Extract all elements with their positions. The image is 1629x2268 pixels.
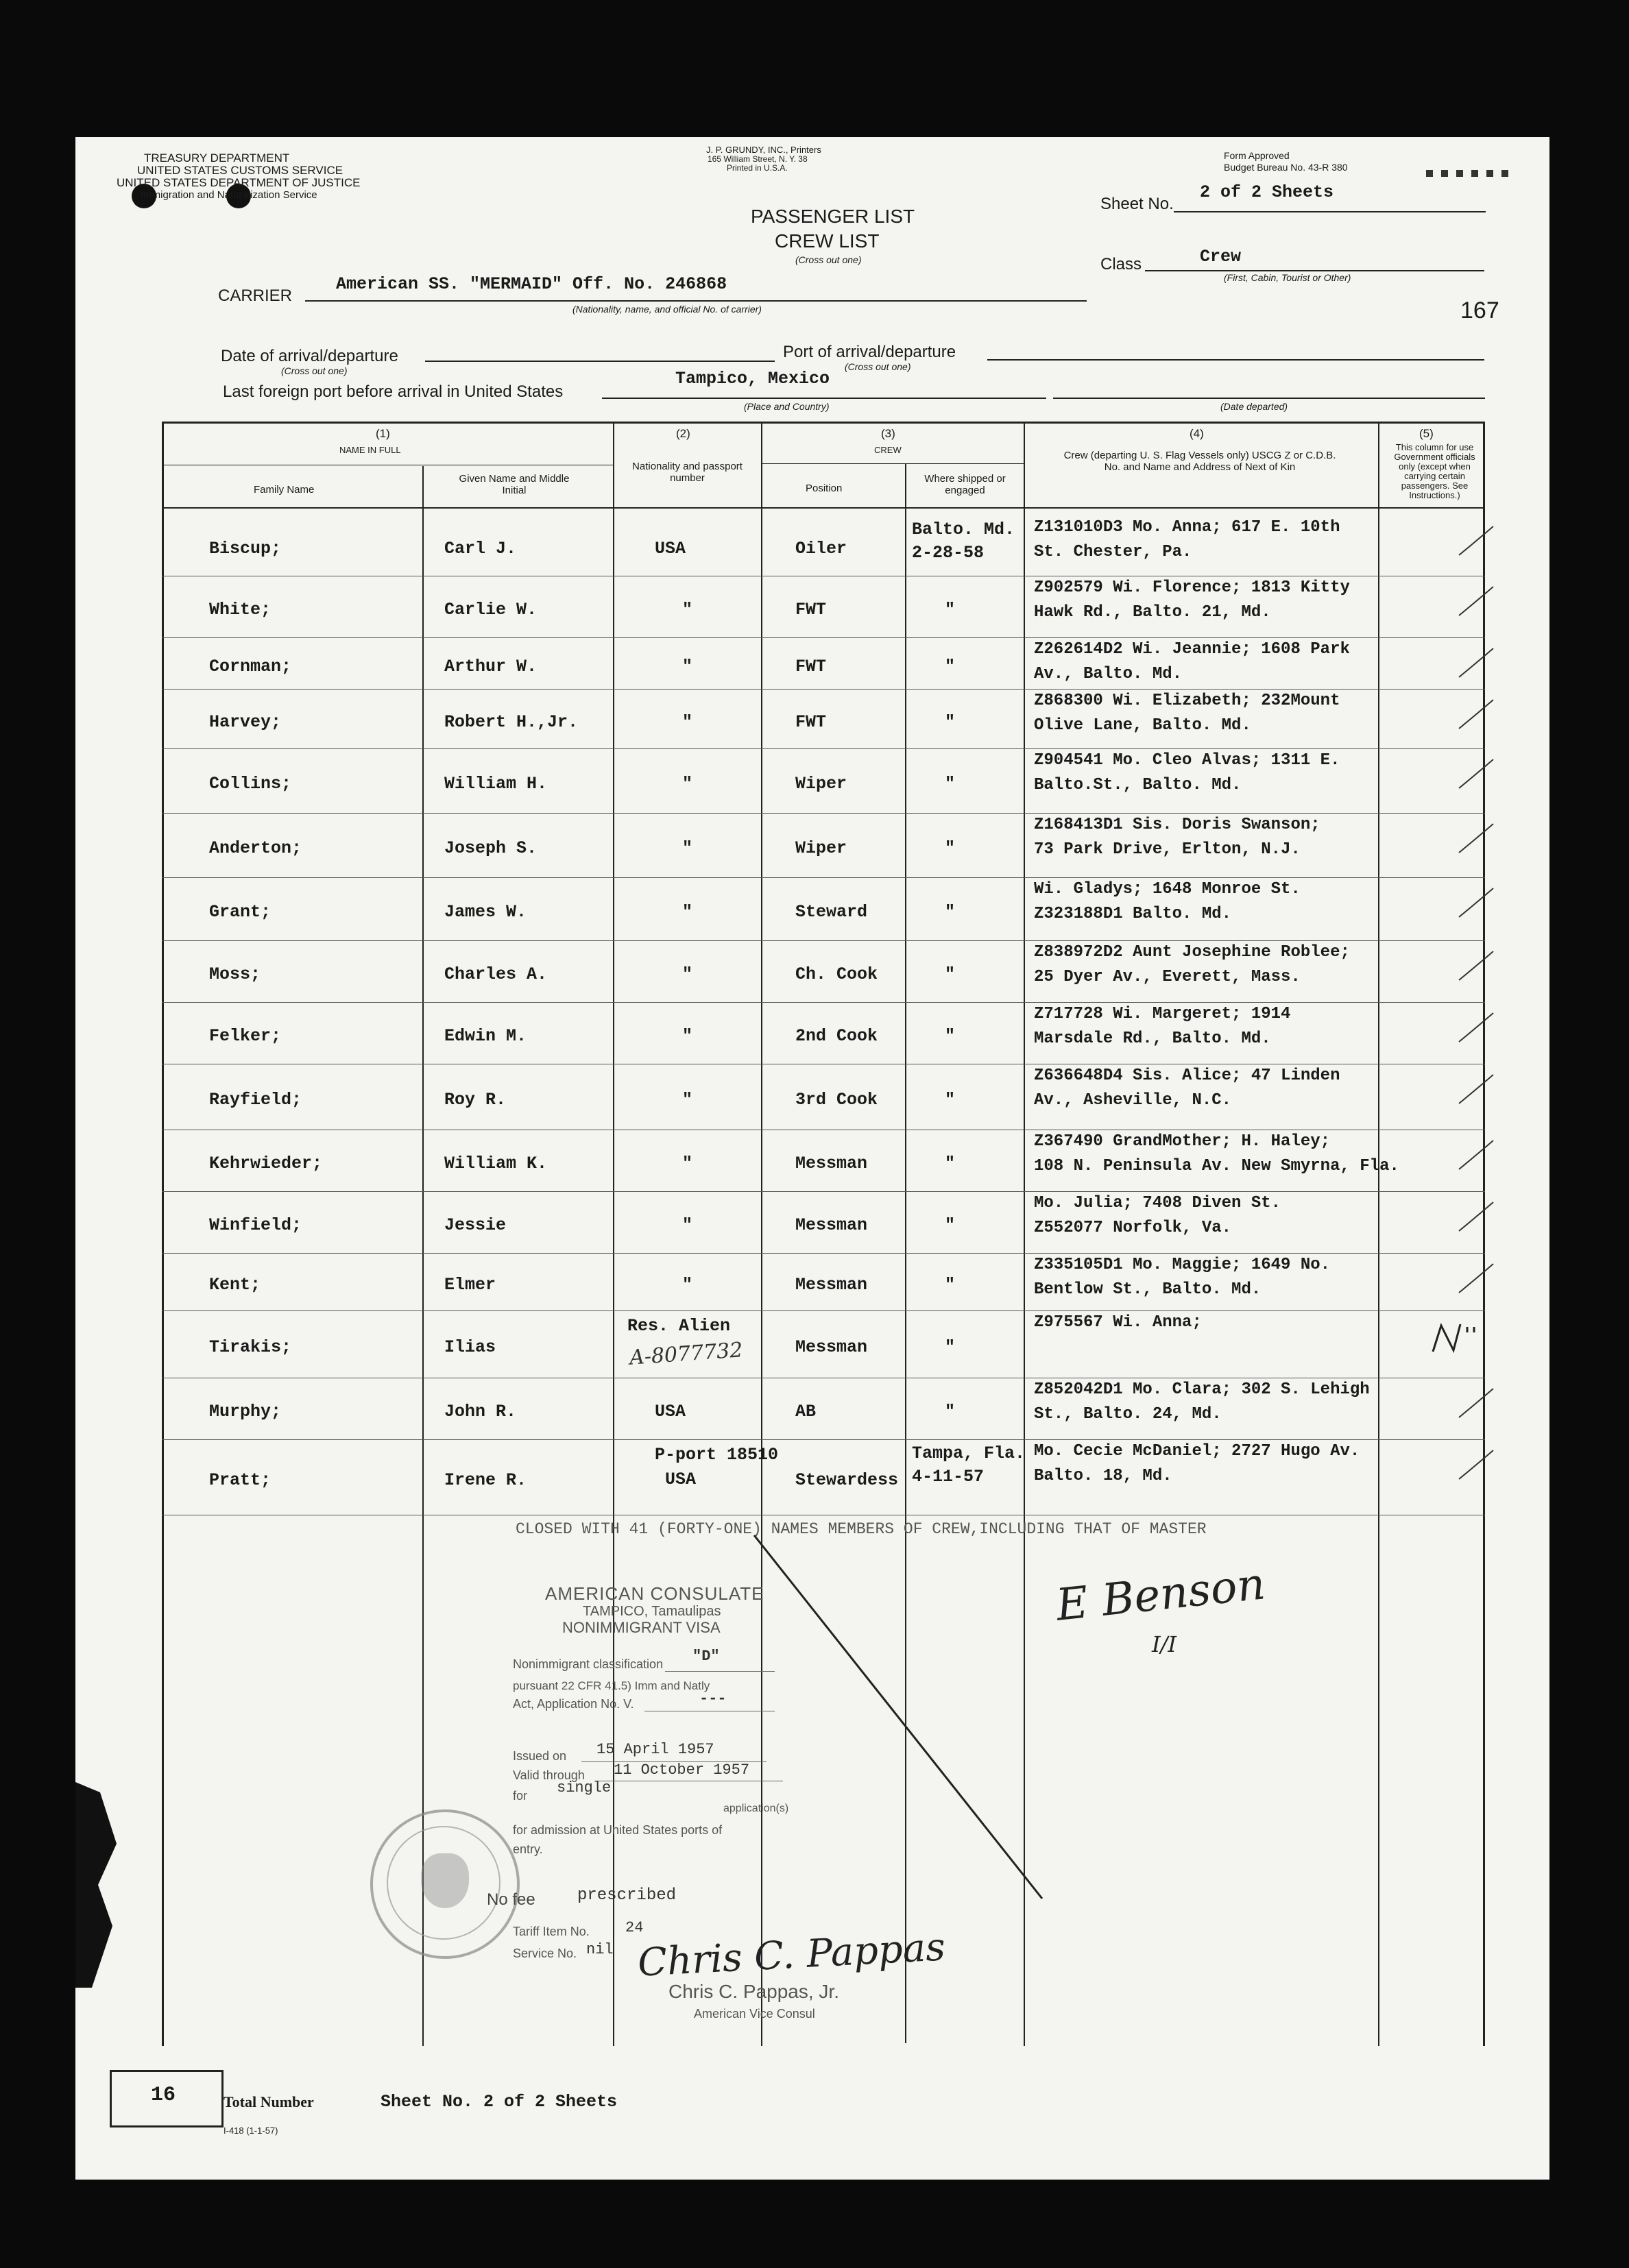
position: Ch. Cook [795,964,878,984]
where-shipped-date: " [945,1337,956,1357]
next-of-kin-line-2: 108 N. Peninsula Av. New Smyrna, Fla. [1034,1157,1399,1175]
last-port-value: Tampico, Mexico [675,369,830,389]
next-of-kin-line-2: Balto.St., Balto. Md. [1034,776,1242,794]
where-shipped-date: 4-11-57 [912,1467,985,1487]
closing-note: CLOSED WITH 41 (FORTY-ONE) NAMES MEMBERS OF CREW,INCLUDING THAT OF MASTER [516,1520,1207,1538]
pursuant-text: pursuant 22 CFR 41.5) Imm and Natly [513,1679,710,1692]
given-name: William H. [444,774,548,794]
given-name: Jessie [444,1215,507,1235]
printer-line-3: Printed in U.S.A. [727,163,788,173]
where-shipped-date: " [945,1090,956,1110]
next-of-kin-line-1: Z131010D3 Mo. Anna; 617 E. 10th [1034,518,1340,537]
next-of-kin-line-1: Z168413D1 Sis. Doris Swanson; [1034,816,1320,834]
nationality: " [682,838,693,858]
form-code: I-418 (1-1-57) [224,2125,278,2136]
for-label: for [513,1789,528,1803]
date-label: Date of arrival/departure [221,347,398,365]
position: Messman [795,1275,868,1295]
col1-given-header: Given Name and Middle Initial [459,473,570,496]
class-hint: (First, Cabin, Tourist or Other) [1224,272,1351,283]
officer-signature-sub: I/I [1152,1631,1177,1657]
position: Messman [795,1154,868,1173]
family-name: Kehrwieder; [209,1154,323,1173]
where-shipped-date: " [945,1154,956,1173]
family-name: Grant; [209,902,272,922]
where-shipped-date: " [945,656,956,676]
nationality: " [682,600,693,620]
valid-value: 11 October 1957 [614,1761,750,1779]
nationality: " [682,1275,693,1295]
tariff-value: 24 [625,1919,644,1936]
col1-number: (1) [376,427,390,440]
nationality: " [682,774,693,794]
next-of-kin-line-2: St. Chester, Pa. [1034,543,1192,561]
class-label: Class [1100,255,1142,273]
agency-line-3: UNITED STATES DEPARTMENT OF JUSTICE [117,176,361,189]
where-shipped: Tampa, Fla. [912,1443,1026,1463]
officer-signature: E Benson [1053,1559,1268,1631]
col4-title: Crew (departing U. S. Flag Vessels only) USCG Z or C.D.B. No. and Name and Address of Next of Kin [1063,450,1336,473]
next-of-kin-line-1: Z868300 Wi. Elizabeth; 232Mount [1034,692,1340,710]
next-of-kin-line-2: Bentlow St., Balto. Md. [1034,1280,1262,1299]
given-name: James W. [444,902,527,922]
valid-label: Valid through [513,1768,585,1782]
budget-bureau: Budget Bureau No. 43-R 380 [1224,162,1348,173]
next-of-kin-line-1: Wi. Gladys; 1648 Monroe St. [1034,880,1301,899]
nationality: USA [655,1402,686,1422]
consul-signature: Chris C. Pappas [636,1925,947,1986]
next-of-kin-line-1: Z335105D1 Mo. Maggie; 1649 No. [1034,1256,1331,1274]
service-value: nil [586,1941,614,1958]
family-name: Biscup; [209,539,282,559]
where-shipped-date: " [945,964,956,984]
nationality: " [682,902,693,922]
col3-position-header: Position [806,483,843,494]
position: Wiper [795,774,847,794]
given-name: Joseph S. [444,838,538,858]
family-name: Anderton; [209,838,302,858]
next-of-kin-line-1: Z838972D2 Aunt Josephine Roblee; [1034,943,1350,962]
col2-title: Nationality and passport number [632,461,743,484]
for-value: single [557,1779,612,1796]
service-label: Service No. [513,1947,577,1960]
next-of-kin-line-2: Av., Asheville, N.C. [1034,1091,1232,1110]
col2-number: (2) [676,427,690,440]
consul-title: American Vice Consul [694,2007,815,2021]
nationality-2: USA [665,1470,697,1489]
where-shipped-date: " [945,711,956,732]
where-shipped-date: " [945,600,956,620]
position: FWT [795,656,827,676]
tirakis-alien-number: A-8077732 [628,1338,744,1370]
act-label: Act, Application No. V. [513,1697,634,1711]
issued-label: Issued on [513,1749,567,1763]
next-of-kin-line-2: St., Balto. 24, Md. [1034,1405,1222,1424]
position: Oiler [795,539,847,559]
carrier-hint: (Nationality, name, and official No. of carrier) [572,304,762,315]
applications-text: application(s) [723,1803,789,1814]
next-of-kin-line-2: Hawk Rd., Balto. 21, Md. [1034,603,1271,622]
position: FWT [795,600,827,620]
port-hint: (Cross out one) [845,361,911,372]
next-of-kin-line-1: Z636648D4 Sis. Alice; 47 Linden [1034,1066,1340,1085]
admission-text: for admission at United States ports of [513,1823,723,1837]
next-of-kin-line-1: Z904541 Mo. Cleo Alvas; 1311 E. [1034,751,1340,770]
given-name: Edwin M. [444,1026,527,1046]
sheet-label: Sheet No. [1100,195,1174,213]
nationality: " [682,1154,693,1173]
last-port-label: Last foreign port before arrival in United States [223,382,564,401]
position: 2nd Cook [795,1026,878,1046]
port-label: Port of arrival/departure [783,343,956,361]
next-of-kin-line-1: Mo. Cecie McDaniel; 2727 Hugo Av. [1034,1442,1360,1461]
title-crew-list: CREW LIST [775,230,880,252]
next-of-kin-line-1: Z717728 Wi. Margeret; 1914 [1034,1005,1291,1023]
where-shipped-date: " [945,1402,956,1422]
next-of-kin-line-2: Balto. 18, Md. [1034,1467,1172,1485]
col3-where-header: Where shipped or engaged [924,473,1006,496]
family-name: Pratt; [209,1470,272,1490]
col5-number: (5) [1419,427,1434,440]
family-name: Cornman; [209,656,292,676]
col5-title: This column for use Government officials only (except when carrying certain passengers. See Instructions.) [1394,442,1475,500]
given-name: Irene R. [444,1470,527,1490]
next-of-kin-line-2: 25 Dyer Av., Everett, Mass. [1034,968,1301,986]
place-hint: (Place and Country) [744,401,830,412]
class-value: Crew [1200,247,1242,267]
nationality: " [682,711,693,732]
given-name: John R. [444,1402,517,1422]
given-name: Carl J. [444,539,517,559]
position: FWT [795,711,827,732]
next-of-kin-line-1: Z902579 Wi. Florence; 1813 Kitty [1034,578,1350,597]
agency-line-1: TREASURY DEPARTMENT [144,151,290,164]
next-of-kin-line-2: 73 Park Drive, Erlton, N.J. [1034,840,1301,859]
given-name: Robert H.,Jr. [444,711,579,732]
given-name: Arthur W. [444,656,538,676]
nationality: USA [655,539,686,559]
family-name: White; [209,600,272,620]
title-cross-out-hint: (Cross out one) [795,254,862,265]
where-shipped: Balto. Md. [912,520,1015,539]
family-name: Murphy; [209,1402,282,1422]
col4-number: (4) [1190,427,1204,440]
fee-value: prescribed [577,1886,677,1905]
given-name: William K. [444,1154,548,1173]
next-of-kin-line-1: Z367490 GrandMother; H. Haley; [1034,1132,1331,1151]
given-name: Elmer [444,1275,496,1295]
tariff-label: Tariff Item No. [513,1925,590,1938]
date-hint: (Cross out one) [281,365,348,376]
given-name: Roy R. [444,1090,507,1110]
footer-sheet-text: Sheet No. 2 of 2 Sheets [381,2092,618,2112]
printer-line-1: J. P. GRUNDY, INC., Printers [706,145,821,155]
where-shipped-date: " [945,1026,956,1046]
next-of-kin-line-2: Olive Lane, Balto. Md. [1034,716,1251,735]
family-name: Moss; [209,964,261,984]
consulate-seal-icon [370,1809,520,1959]
next-of-kin-line-2: Marsdale Rd., Balto. Md. [1034,1029,1271,1048]
nationality: Res. Alien [627,1316,731,1336]
position: Wiper [795,838,847,858]
printer-line-2: 165 William Street, N. Y. 38 [708,154,808,164]
family-name: Rayfield; [209,1090,302,1110]
agency-line-4: Immigration and Naturalization Service [141,189,317,201]
page-number: 167 [1460,297,1499,324]
col1-family-header: Family Name [254,484,315,496]
next-of-kin-line-2: Z552077 Norfolk, Va. [1034,1219,1232,1237]
family-name: Tirakis; [209,1337,292,1357]
agency-line-2: UNITED STATES CUSTOMS SERVICE [137,164,343,177]
consulate-visa-type: NONIMMIGRANT VISA [562,1619,721,1636]
total-number-value: 16 [151,2084,176,2107]
family-name: Winfield; [209,1215,302,1235]
nationality: " [682,1090,693,1110]
fee-label: No fee [487,1890,535,1909]
family-name: Kent; [209,1275,261,1295]
where-shipped-date: " [945,902,956,922]
position: Stewardess [795,1470,899,1490]
classification-label: Nonimmigrant classification [513,1657,664,1671]
where-shipped-date: " [945,1275,956,1295]
sheet-value: 2 of 2 Sheets [1200,182,1334,202]
total-number-label: Total Number [224,2093,314,2110]
date-departed-hint: (Date departed) [1220,401,1288,412]
entry-text: entry. [513,1842,543,1856]
col3-title: CREW [874,445,902,455]
issued-value: 15 April 1957 [596,1741,714,1758]
where-shipped-date: 2-28-58 [912,543,985,563]
nationality: " [682,1215,693,1235]
given-name: Carlie W. [444,600,538,620]
position: Steward [795,902,868,922]
position: Messman [795,1337,868,1357]
family-name: Felker; [209,1026,282,1046]
consulate-title: AMERICAN CONSULATE [545,1583,764,1604]
where-shipped-date: " [945,774,956,794]
next-of-kin-line-1: Z852042D1 Mo. Clara; 302 S. Lehigh [1034,1380,1370,1399]
carrier-value: American SS. "MERMAID" Off. No. 246868 [336,274,727,294]
nationality: " [682,656,693,676]
where-shipped-date: " [945,1215,956,1235]
given-name: Ilias [444,1337,496,1357]
col3-number: (3) [881,427,895,440]
next-of-kin-line-1: Z262614D2 Wi. Jeannie; 1608 Park [1034,640,1350,659]
where-shipped-date: " [945,838,956,858]
position: AB [795,1402,817,1422]
position: 3rd Cook [795,1090,878,1110]
title-passenger-list: PASSENGER LIST [751,206,915,227]
classification-value: "D" [692,1648,720,1665]
consul-name: Chris C. Pappas, Jr. [668,1981,839,2002]
next-of-kin-line-2: Z323188D1 Balto. Md. [1034,905,1232,923]
nationality: " [682,964,693,984]
given-name: Charles A. [444,964,548,984]
form-approved: Form Approved [1224,150,1290,161]
act-value: --- [699,1690,727,1707]
col1-title: NAME IN FULL [339,445,401,455]
position: Messman [795,1215,868,1235]
consulate-city: TAMPICO, Tamaulipas [583,1604,721,1619]
next-of-kin-line-2: Av., Balto. Md. [1034,665,1183,683]
family-name: Harvey; [209,711,282,732]
carrier-label: CARRIER [218,286,293,305]
next-of-kin-line-1: Z975567 Wi. Anna; [1034,1313,1202,1332]
nationality: P-port 18510 [655,1445,779,1465]
next-of-kin-line-1: Mo. Julia; 7408 Diven St. [1034,1194,1281,1212]
family-name: Collins; [209,774,292,794]
nationality: " [682,1026,693,1046]
